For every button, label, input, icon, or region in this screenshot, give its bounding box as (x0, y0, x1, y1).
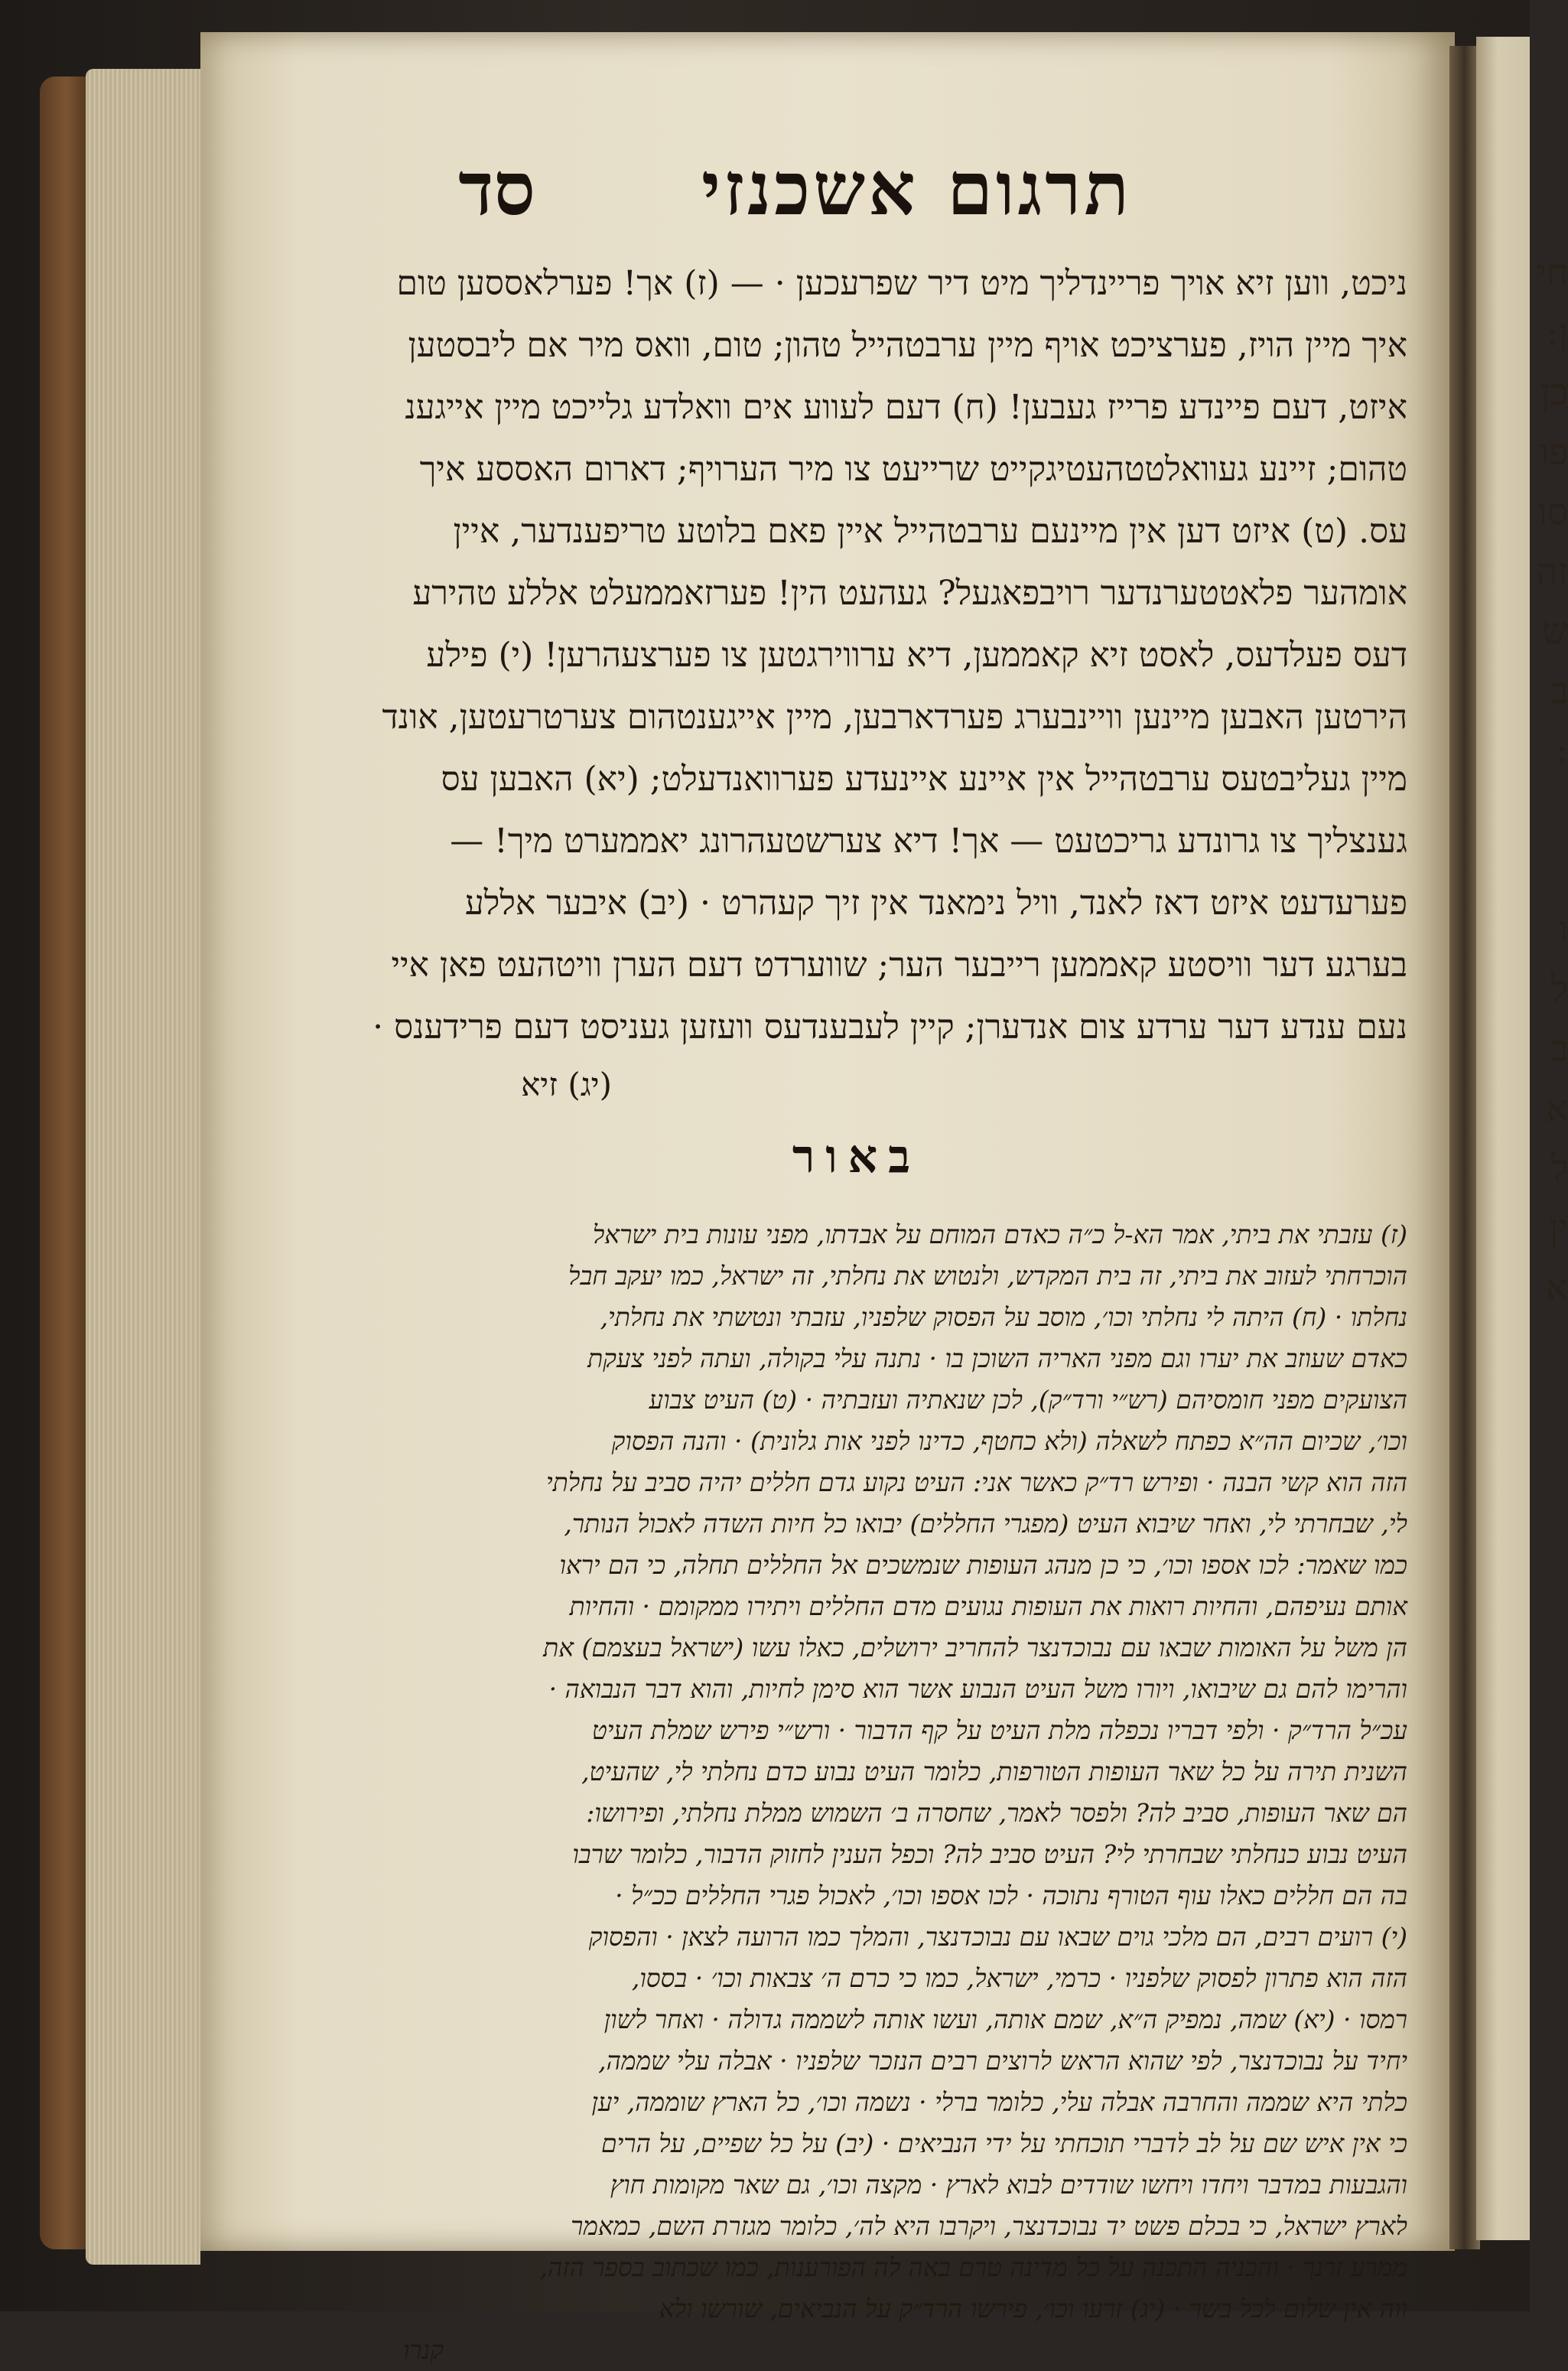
commentary-line: כמו שאמר: לכו אספו וכו׳, כי כן מנהג העופות שנמשכים אל החללים תחלה, כי הם יראו (559, 1550, 1407, 1580)
page-number: סד (458, 145, 535, 232)
facing-page-line: ו (1558, 908, 1568, 951)
commentary-line: אותם נעיפהם, והחיות רואות את העופות נגועים מדם החללים ויתירו ממקומם · והחיות (569, 1591, 1407, 1621)
translation-text (306, 252, 1407, 1058)
commentary-line: הוכרחתי לעזוב את ביתי, זה בית המקדש, ולנטוש את נחלתי, זה ישראל, כמו יעקב חבל (568, 1261, 1407, 1291)
translation-line: אומהער פלאטטערנדער רויבפאגעל? געהעט הין! פערזאממעלט אללע טהירע (412, 574, 1407, 613)
commentary-line: רמסו · (יא) שמה, נמפיק ה״א, שמם אותה, ועשו אותה לשממה גדולה · ואחר לשון (603, 2005, 1407, 2034)
commentary-line: וכו׳, שכיום הה״א כפתח לשאלה (ולא כחטף, כדינו לפני אות גלונית) · והנה הפסוק (611, 1426, 1407, 1456)
commentary-line: הצועקים מפני חומסיהם (רש״י ורד״ק), לכן שנאתיה ועזבתיה · (ט) העיט צבוע (649, 1385, 1407, 1415)
commentary-line: כלתי היא שממה והחרבה אבלה עלי, כלומר ברלי · נשמה וכו׳, כל הארץ שוממה, יען (591, 2087, 1407, 2117)
facing-page-line: א (1546, 1087, 1568, 1130)
facing-page-line: פו (1539, 431, 1568, 474)
commentary-line: והרימו להם גם שיבואו, ויורו משל העיט הנבוע אשר הוא סימן לחיות, והוא דבר הנבואה · (548, 1674, 1407, 1704)
translation-line: איך מיין הויז, פערציכט אויף מיין ערבטהייל טהון; טום, וואס מיר אם ליבסטען (408, 326, 1407, 365)
facing-page-line (1476, 780, 1568, 840)
facing-page-line: ב (1550, 1028, 1568, 1070)
translation-line: מיין געליבטעס ערבטהייל אין איינע איינעדע פערוואנדעלט; (יא) האבען עס (441, 760, 1407, 799)
commentary-line: (ז) עזבתי את ביתי, אמר הא-ל כ״ה כאדם המוחם על אבדתו, מפני עונות בית ישראל (592, 1220, 1407, 1249)
commentary-text (306, 1214, 1407, 2330)
commentary-title: באור (792, 1130, 922, 1184)
facing-page-line: ש (1542, 610, 1568, 653)
facing-page-line: סו (1537, 490, 1568, 533)
commentary-line: בה הם חללים כאלו עוף הטורף נתוכה · לכו אספו וכו׳, לאכול פגרי החללים ככ״ל · (615, 1881, 1407, 1910)
translation-line: ניכט, ווען זיא אויך פריינדליך מיט דיר שפרעכען · — (ז) אך! פערלאססען טום (396, 264, 1407, 303)
commentary-line: הן משל על האומות שבאו עם נבוכדנצר להחריב ירושלים, כאלו עשו (ישראל בעצמם) את (543, 1633, 1407, 1663)
translation-line: הירטען האבען מיינען וויינבערג פערדארבען, מיין אייגענטהום צערטרעטען, אונד (382, 698, 1407, 737)
page-content (306, 145, 1407, 2371)
commentary-line: העיט נבוע כנחלתי שבחרתי לי? העיט סביב לה? וכפל הענין לחזוק הדבור, כלומר שרבו (572, 1839, 1407, 1869)
facing-page-line: כן (1540, 371, 1568, 414)
running-title: תרגום אשכנזי (701, 145, 1132, 232)
facing-page-line: ב (1550, 669, 1568, 712)
translation-line: עס. (ט) איזט דען אין מיינעם ערבטהייל איין פאם בלוטע טריפענדער, איין (453, 512, 1407, 551)
commentary-line: כי אין איש שם על לב לדברי תוכחתי על ידי הנביאים · (יב) על כל שפיים, על הרים (601, 2128, 1407, 2158)
commentary-line: הם שאר העופות, סביב לה? ולפסר לאמר, שחסרה ב׳ השמוש ממלת נחלתי, ופירושו: (586, 1798, 1407, 1828)
facing-page-line: ין (1549, 1207, 1568, 1249)
facing-page-line: ל (1550, 1147, 1568, 1190)
commentary-line: לי, שבחרתי לי, ואחר שיבוא העיט (מפגרי החללים) יבואו כל חיות השדה לאכול הנותר, (564, 1509, 1407, 1539)
commentary-line: (י) רועים רבים, הם מלכי גוים שבאו עם נבוכדנצר, והמלך כמו הרועה לצאן · והפסוק (588, 1922, 1407, 1952)
commentary-line: לארץ ישראל, כי בכלם פשט יד נבוכדנצר, ויקרבו היא לה׳, כלומר מגזרת השם, כמאמר (571, 2211, 1407, 2241)
commentary-line: הזה הוא קשי הבנה · ופירש רד״ק כאשר אני: העיט נקוע גדם חללים יהיה סביב על נחלתי (545, 1467, 1407, 1497)
facing-page-line: ל (1550, 968, 1568, 1011)
facing-page-line: זה (1537, 550, 1568, 593)
commentary-line: כאדם שעוזב את יערו וגם מפני האריה השוכן בו · נתנה עלי בקולה, ועתה לפני צעקת (587, 1343, 1407, 1373)
translation-line: בערגע דער וויסטע קאממען רייבער הער; שווערדט דעם הערן וויטהעט פאן איי (391, 946, 1407, 985)
commentary-line: נחלתו · (ח) היתה לי נחלתי וכו׳, מוסב על הפסוק שלפניו, עזבתי ונטשתי את נחלתי, (600, 1302, 1407, 1332)
facing-page-line: חי (1537, 252, 1568, 295)
commentary-line: הזה הוא פתרון לפסוק שלפניו · כרמי, ישראל, כמו כי כרם ה׳ צבאות וכו׳ · בססו, (631, 1963, 1407, 1993)
translation-line: גענצליך צו גרונדע גריכטעט — אך! דיא צערשטעהרונג יאממערט מיך! — (450, 822, 1407, 861)
commentary-line: יחיד על נבוכדנצר, לפי שהוא הראש לרוצים רבים הנזכר שלפניו · אבלה עלי שממה, (598, 2046, 1407, 2076)
commentary-line: השנית תירה על כל שאר העופות הטורפות, כלומר העיט נבוע כדם נחלתי לי, שהעיט, (581, 1757, 1407, 1786)
catchword-commentary: קנרו (402, 2335, 444, 2365)
commentary-line: ווה אין שלום לכל בשר · (יג) זרעו וכו׳, פירשו הרד״ק על הנביאים, שורשו ולא (659, 2294, 1407, 2324)
commentary-line: עכ״ל הרד״ק · ולפי דבריו נכפלה מלת העיט על קף הדבור · ורש״י פירש שמלת העיט (591, 1715, 1407, 1745)
translation-line: דעס פעלדעס, לאסט זיא קאממען, דיא ערווירגטען צו פערצעהרען! (י) פילע (426, 636, 1407, 675)
commentary-line: והגבעות במדבר ויחדו ויחשו שודדים לבוא לארץ · מקצה וכו׳, גם שאר מקומות חוץ (610, 2170, 1407, 2200)
facing-page-fragment (1476, 37, 1568, 2240)
translation-line: איזט, דעם פיינדע פרייז געבען! (ח) דעם לעווע אים וואלדע גלייכט מיין אייגענ (405, 388, 1407, 427)
facing-page-line: א (1546, 1266, 1568, 1309)
facing-page-text (1476, 37, 1568, 1317)
translation-line: טהום; זיינע געוואלטטהעטיגקייט שרייעט צו מיר הערויף; דארום האססע איך (419, 450, 1407, 489)
commentary-line: ממרע זרנך · והכניה התכנה על כל מדינה טרם באה לה הפורענות, כמו שכתוב בספר הזה, (539, 2252, 1407, 2282)
facing-page-line: : (1555, 729, 1568, 772)
translation-line: נעם ענדע דער ערדע צום אנדערן; קיין לעבענדעס וועזען געניסט דעם פרידענס · (372, 1008, 1407, 1047)
running-header (306, 145, 1407, 252)
book-gutter (1449, 46, 1480, 2249)
translation-line: פערעדעט איזט דאז לאנד, וויל נימאנד אין זיך קעהרט · (יב) איבער אללע (464, 884, 1407, 923)
page-edges (86, 69, 200, 2265)
facing-page-line: ן: (1546, 311, 1568, 354)
catchword-translation: (יג) זיא (521, 1066, 612, 1103)
facing-page-line (1476, 840, 1568, 900)
